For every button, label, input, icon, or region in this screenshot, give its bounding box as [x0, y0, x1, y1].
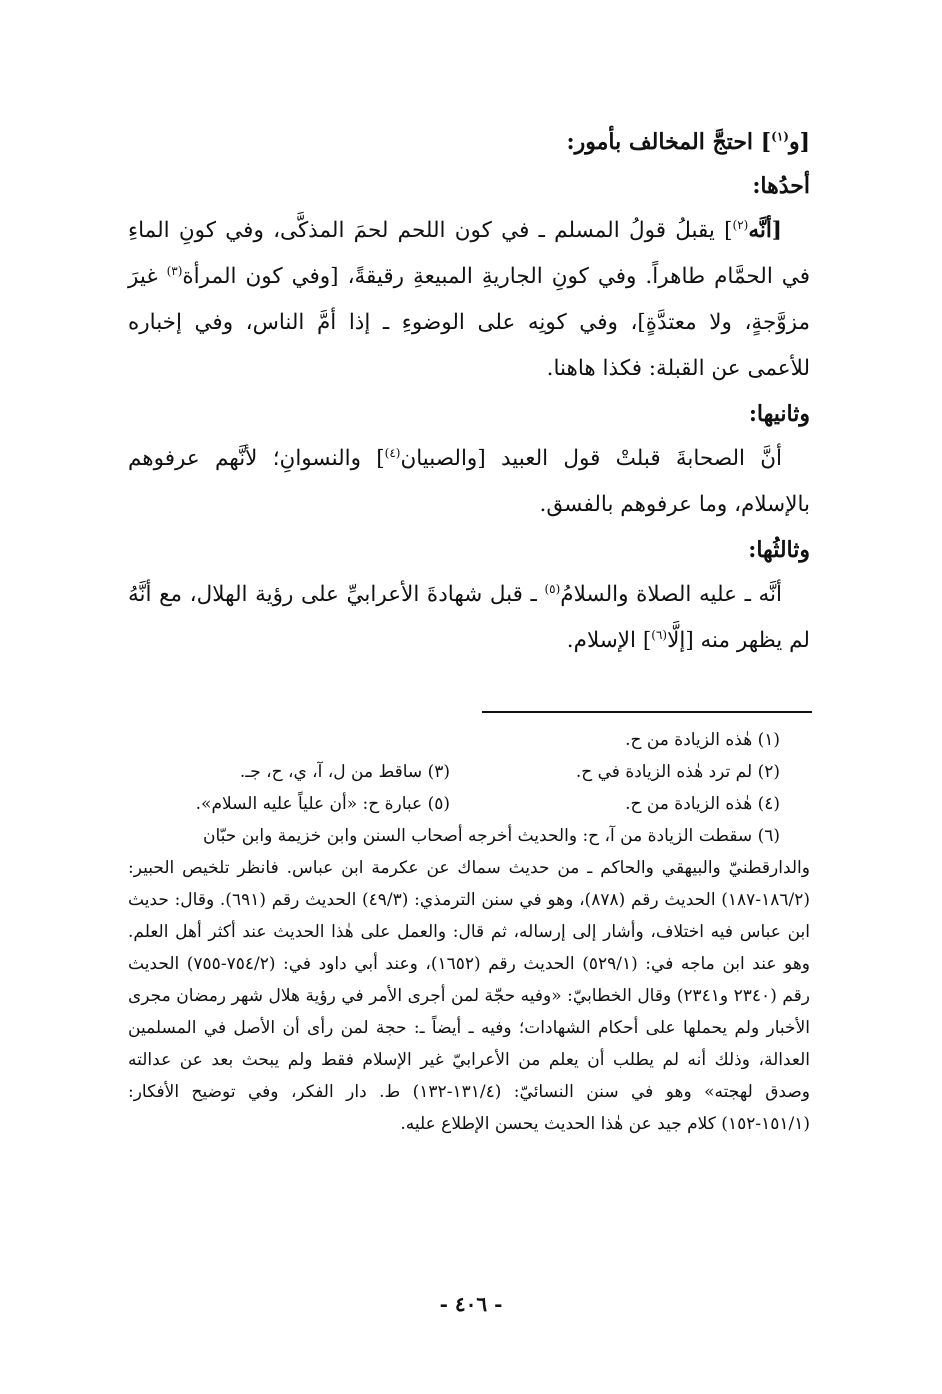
footnote-2: (٢) لم ترد هٰذه الزيادة في ح. — [575, 762, 780, 782]
third-text: أنَّه ـ عليه الصلاة والسلامُ — [560, 582, 782, 607]
second-paragraph — [128, 436, 810, 528]
intro-line — [128, 120, 810, 164]
footnote-5: (٥) عبارة ح: «أن علياً عليه السلام». — [195, 794, 450, 814]
third-text-3: ] الإسلام. — [566, 628, 652, 653]
intro-bracket-close: ] — [760, 129, 772, 155]
second-text-2: ] والنسوانِ؛ لأنَّهم عرفوهم بالإسلام، وما عرفوهم بالفسق. — [128, 446, 810, 517]
first-heading: أحدُها: — [752, 173, 810, 199]
first-paragraph — [128, 208, 810, 392]
footnote-1: (١) هٰذه الزيادة من ح. — [625, 730, 780, 750]
third-text-2: ـ قبل شهادةَ الأعرابيِّ على رؤية الهلال، مع أنَّهُ لم يظهر منه [إلَّا — [128, 582, 810, 653]
footnote-ref-2[interactable]: (٢) — [732, 217, 749, 232]
second-text: أنَّ الصحابةَ قبلتْ قول العبيد [والصبيان — [400, 446, 782, 471]
footnote-row — [128, 788, 810, 820]
footnote-6-body: والدارقطنيّ والبيهقي والحاكم ـ من حديث سماك عن عكرمة ابن عباس. فانظر تلخيص الحبير: (١٨٦/٢-١٨٧) الحديث رقم (٨٧٨)، وهو في سنن الترمذي: (٤٩/٣) الحديث رقم (٦٩١). وقال: حديث ابن عباس فيه اختلاف، وأشار إلى إرساله، ثم قال: والعمل على هٰذا الحديث عند أكثر أهل العلم. وهو عند ابن ماجه في: (٥٢٩/١) الحديث رقم (١٦٥٢)، وعند أبي داود في: (٧٥٤/٢-٧٥٥) الحديث رقم (٢٣٤٠ و٢٣٤١) وقال الخطابيّ: «وفيه حجّة لمن أجرى الأمر في رؤية هلال شهر رمضان مجرى الأخبار ولم يحملها على أحكام الشهادات؛ وفيه ـ أيضاً ـ: حجة لمن رأى أن الأصل في المسلمين العدالة، وذلك أنه لم يطلب أن يعلم من الأعرابيّ غير الإسلام فقط ولم يبحث بعد عن عدالته وصدق لهجته» وهو في سنن النسائيّ: (١٣١/٤-١٣٢) ط. دار الفكر، وفي توضيح الأفكار: (١٥١/١-١٥٢) كلام جيد عن هٰذا الحديث يحسن الإطلاع عليه. — [128, 858, 811, 1134]
second-heading: وثانيها: — [748, 401, 810, 427]
third-heading: وثالثُها: — [748, 537, 810, 563]
footnote-row — [128, 756, 810, 788]
intro-bracket-open: [و — [788, 129, 810, 155]
footnote-6-first-line: (٦) سقطت الزيادة من آ، ح: والحديث أخرجه أصحاب السنن وابن خزيمة وابن حبّان — [203, 826, 780, 846]
footnote-divider — [482, 711, 812, 713]
intro-text: احتجَّ المخالف بأمور: — [566, 129, 761, 155]
first-bracket-open: [أنَّه — [748, 218, 782, 243]
main-text — [128, 120, 810, 664]
footnote-ref-5[interactable]: (٥) — [544, 581, 561, 596]
first-text-2: غيرَ مزوَّجةٍ، ولا معتدَّةٍ]، وفي كونِه على الوضوءِ ـ إذا أمَّ الناس، وفي إخباره للأعمى عن القبلة: فكذا هاهنا. — [128, 264, 810, 381]
footnote-ref-1[interactable]: (١) — [771, 129, 789, 144]
page-number: - ٤٠٦ - — [439, 1292, 503, 1316]
footnotes — [128, 724, 810, 1140]
first-text: ] يقبلُ قولُ المسلم ـ في كون اللحم لحمَ المذكَّى، وفي كونِ الماءِ في الحمَّام طاهراً. وفي كونِ الجاريةِ المبيعةِ رقيقةً، [وفي كون المرأة — [128, 218, 810, 289]
footnote-row — [128, 724, 810, 756]
footnote-ref-6[interactable]: (٦) — [651, 627, 668, 642]
footnote-4: (٤) هٰذه الزيادة من ح. — [625, 794, 780, 814]
footnote-3: (٣) ساقط من ل، آ، ي، ح، جـ. — [239, 762, 450, 782]
footnote-ref-4[interactable]: (٤) — [384, 445, 401, 460]
third-paragraph — [128, 572, 810, 664]
footnote-ref-3[interactable]: (٣) — [166, 263, 183, 278]
